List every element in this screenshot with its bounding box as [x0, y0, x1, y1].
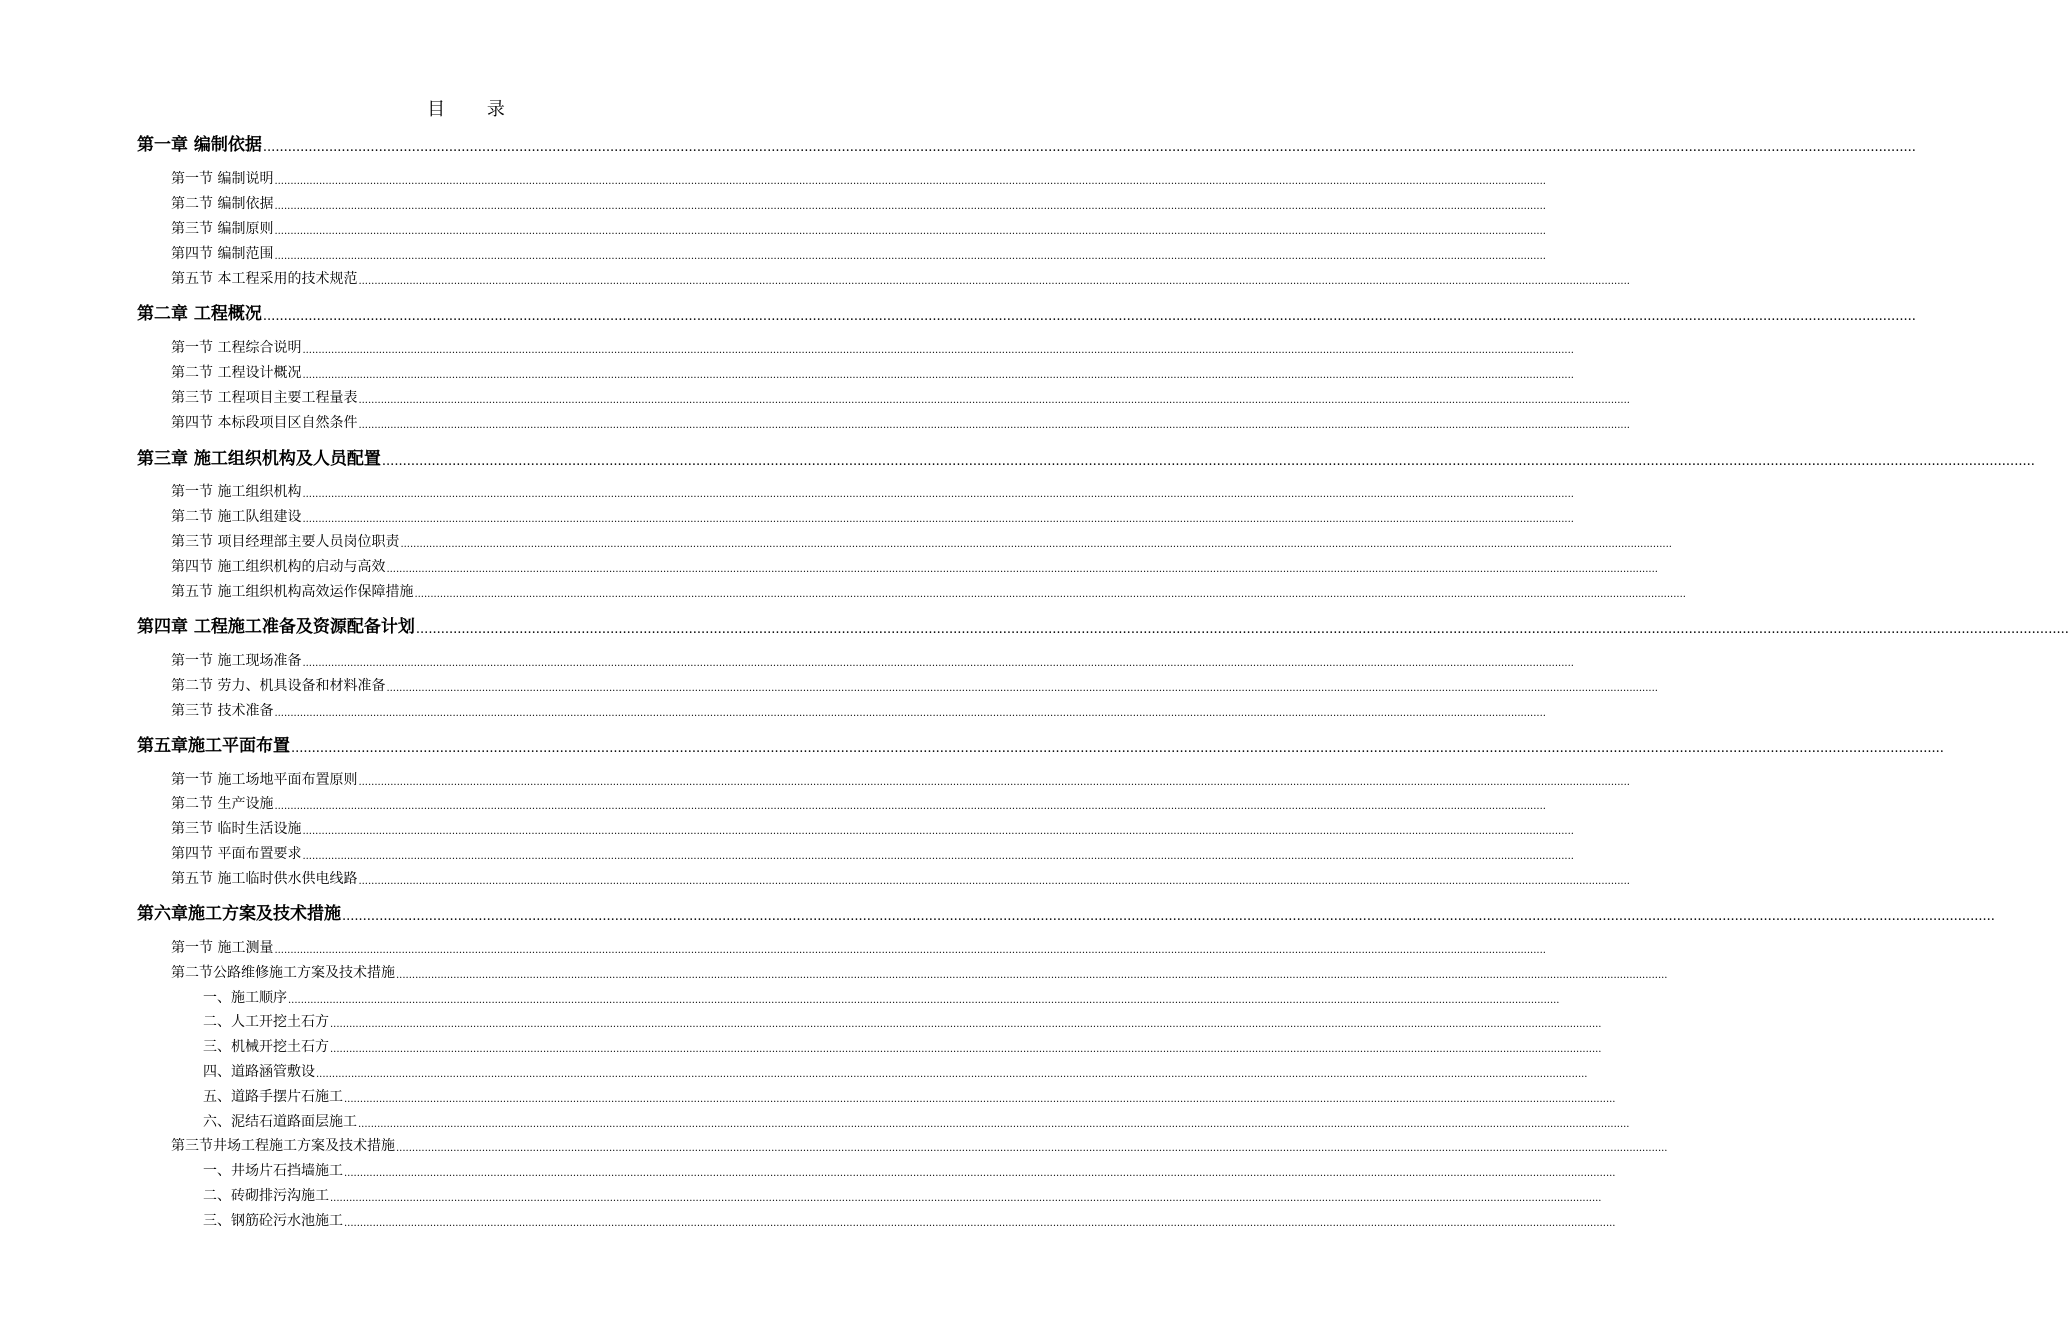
entry-label: 第二节 施工队组建设 — [171, 509, 302, 525]
dot-leader: ................................................................................................................................................................................................................................................................................................................................................................................................................ — [358, 777, 1630, 788]
entry-label: 第五节 施工组织机构高效运作保障措施 — [171, 584, 414, 600]
entry-label: 第一节 工程综合说明 — [171, 340, 302, 356]
entry-label: 二、人工开挖土石方 — [203, 1014, 329, 1030]
dot-leader: ................................................................................................................................................................................................................................................................................................................................................................................................................ — [358, 876, 1630, 887]
entry-label: 第三节 临时生活设施 — [171, 821, 302, 837]
dot-leader: ................................................................................................................................................................................................................................................................................................................................................................................................................ — [302, 370, 1574, 381]
dot-leader: ................................................................................................................................................................................................................................................................................................................................................................................................................ — [330, 1044, 1602, 1055]
dot-leader: ................................................................................................................................................................................................................................................................................................................................................................................................................ — [274, 251, 1546, 262]
toc-section-entry[interactable] — [171, 964, 1668, 982]
dot-leader: ................................................................................................................................................................................................................................................................................................................................................................................................................ — [288, 995, 1560, 1006]
toc-section-entry[interactable] — [171, 845, 1574, 863]
toc-item-entry[interactable] — [203, 1088, 1616, 1106]
dot-leader: ................................................................................................................................................................................................................................................................................................................................................................................................................ — [344, 1168, 1616, 1179]
toc-section-entry[interactable] — [171, 508, 1574, 526]
toc-section-entry[interactable] — [171, 270, 1630, 288]
toc-section-entry[interactable] — [171, 170, 1546, 188]
dot-leader: ................................................................................................................................................................................................................................................................................................................................................................................................................ — [316, 1069, 1588, 1080]
entry-label: 第三节 编制原则 — [171, 221, 274, 237]
entry-label: 一、施工顺序 — [203, 990, 287, 1006]
entry-label: 第二节 生产设施 — [171, 796, 274, 812]
entry-label: 第四章 工程施工准备及资源配备计划 — [137, 617, 415, 637]
dot-leader: ................................................................................................................................................................................................................................................................................................................................................................................................................ — [415, 622, 2069, 637]
toc-section-entry[interactable] — [171, 220, 1546, 238]
toc-section-entry[interactable] — [171, 1137, 1668, 1155]
toc-section-entry[interactable] — [171, 939, 1546, 957]
entry-label: 第六章施工方案及技术措施 — [137, 904, 341, 924]
dot-leader: ................................................................................................................................................................................................................................................................................................................................................................................................................ — [262, 309, 1916, 324]
dot-leader: ................................................................................................................................................................................................................................................................................................................................................................................................................ — [330, 1019, 1602, 1030]
dot-leader: ................................................................................................................................................................................................................................................................................................................................................................................................................ — [262, 140, 1916, 155]
toc-section-entry[interactable] — [171, 364, 1574, 382]
toc-title: 目 录 — [427, 99, 523, 120]
dot-leader: ................................................................................................................................................................................................................................................................................................................................................................................................................ — [302, 489, 1574, 500]
toc-section-entry[interactable] — [171, 583, 1686, 601]
toc-item-entry[interactable] — [203, 1212, 1616, 1230]
toc-section-entry[interactable] — [171, 195, 1546, 213]
toc-chapter-entry[interactable] — [137, 134, 1916, 156]
toc-section-entry[interactable] — [171, 389, 1630, 407]
dot-leader: ................................................................................................................................................................................................................................................................................................................................................................................................................ — [344, 1094, 1616, 1105]
toc-section-entry[interactable] — [171, 339, 1574, 357]
entry-label: 第四节 平面布置要求 — [171, 846, 302, 862]
dot-leader: ................................................................................................................................................................................................................................................................................................................................................................................................................ — [386, 683, 1658, 694]
entry-label: 第一章 编制依据 — [137, 135, 262, 155]
toc-section-entry[interactable] — [171, 677, 1658, 695]
dot-leader: ................................................................................................................................................................................................................................................................................................................................................................................................................ — [381, 454, 2035, 469]
toc-section-entry[interactable] — [171, 414, 1630, 432]
dot-leader: ................................................................................................................................................................................................................................................................................................................................................................................................................ — [358, 1119, 1630, 1130]
entry-label: 二、砖砌排污沟施工 — [203, 1188, 329, 1204]
dot-leader: ................................................................................................................................................................................................................................................................................................................................................................................................................ — [358, 395, 1630, 406]
toc-chapter-entry[interactable] — [137, 448, 2035, 470]
toc-item-entry[interactable] — [203, 1063, 1588, 1081]
entry-label: 三、钢筋砼污水池施工 — [203, 1213, 343, 1229]
toc-item-entry[interactable] — [203, 1013, 1602, 1031]
entry-label: 三、机械开挖土石方 — [203, 1039, 329, 1055]
entry-label: 第四节 施工组织机构的启动与高效 — [171, 559, 386, 575]
toc-item-entry[interactable] — [203, 1162, 1616, 1180]
dot-leader: ................................................................................................................................................................................................................................................................................................................................................................................................................ — [274, 801, 1546, 812]
toc-chapter-entry[interactable] — [137, 616, 2069, 638]
entry-label: 五、道路手摆片石施工 — [203, 1089, 343, 1105]
toc-chapter-entry[interactable] — [137, 735, 1944, 757]
entry-label: 第二节 劳力、机具设备和材料准备 — [171, 678, 386, 694]
dot-leader: ................................................................................................................................................................................................................................................................................................................................................................................................................ — [274, 945, 1546, 956]
entry-label: 第二节 编制依据 — [171, 196, 274, 212]
toc-section-entry[interactable] — [171, 483, 1574, 501]
entry-label: 第五章施工平面布置 — [137, 736, 290, 756]
dot-leader: ................................................................................................................................................................................................................................................................................................................................................................................................................ — [302, 345, 1574, 356]
dot-leader: ................................................................................................................................................................................................................................................................................................................................................................................................................ — [291, 741, 1944, 756]
dot-leader: ................................................................................................................................................................................................................................................................................................................................................................................................................ — [302, 658, 1574, 669]
dot-leader: ................................................................................................................................................................................................................................................................................................................................................................................................................ — [302, 851, 1574, 862]
dot-leader: ................................................................................................................................................................................................................................................................................................................................................................................................................ — [274, 226, 1546, 237]
dot-leader: ................................................................................................................................................................................................................................................................................................................................................................................................................ — [342, 909, 1995, 924]
toc-section-entry[interactable] — [171, 702, 1546, 720]
dot-leader: ................................................................................................................................................................................................................................................................................................................................................................................................................ — [302, 826, 1574, 837]
entry-label: 第三节井场工程施工方案及技术措施 — [171, 1138, 395, 1154]
toc-item-entry[interactable] — [203, 1187, 1602, 1205]
dot-leader: ................................................................................................................................................................................................................................................................................................................................................................................................................ — [330, 1193, 1602, 1204]
toc-item-entry[interactable] — [203, 1113, 1630, 1131]
entry-label: 第一节 施工测量 — [171, 940, 274, 956]
dot-leader: ................................................................................................................................................................................................................................................................................................................................................................................................................ — [274, 708, 1546, 719]
toc-chapter-entry[interactable] — [137, 303, 1916, 325]
dot-leader: ................................................................................................................................................................................................................................................................................................................................................................................................................ — [386, 564, 1658, 575]
dot-leader: ................................................................................................................................................................................................................................................................................................................................................................................................................ — [274, 176, 1546, 187]
toc-section-entry[interactable] — [171, 652, 1574, 670]
dot-leader: ................................................................................................................................................................................................................................................................................................................................................................................................................ — [358, 276, 1630, 287]
dot-leader: ................................................................................................................................................................................................................................................................................................................................................................................................................ — [400, 539, 1672, 550]
toc-item-entry[interactable] — [203, 989, 1560, 1007]
toc-section-entry[interactable] — [171, 533, 1672, 551]
dot-leader: ................................................................................................................................................................................................................................................................................................................................................................................................................ — [274, 201, 1546, 212]
entry-label: 一、井场片石挡墙施工 — [203, 1163, 343, 1179]
entry-label: 第四节 编制范围 — [171, 246, 274, 262]
dot-leader: ................................................................................................................................................................................................................................................................................................................................................................................................................ — [344, 1218, 1616, 1229]
toc-section-entry[interactable] — [171, 820, 1574, 838]
entry-label: 第三章 施工组织机构及人员配置 — [137, 449, 381, 469]
toc-section-entry[interactable] — [171, 771, 1630, 789]
toc-chapter-entry[interactable] — [137, 903, 1995, 925]
toc-item-entry[interactable] — [203, 1038, 1602, 1056]
toc-section-entry[interactable] — [171, 245, 1546, 263]
entry-label: 第三节 工程项目主要工程量表 — [171, 390, 358, 406]
toc-section-entry[interactable] — [171, 870, 1630, 888]
toc-section-entry[interactable] — [171, 558, 1658, 576]
entry-label: 第五节 施工临时供水供电线路 — [171, 871, 358, 887]
entry-label: 第三节 项目经理部主要人员岗位职责 — [171, 534, 400, 550]
entry-label: 第一节 施工场地平面布置原则 — [171, 772, 358, 788]
entry-label: 第二章 工程概况 — [137, 304, 262, 324]
entry-label: 六、泥结石道路面层施工 — [203, 1114, 357, 1130]
dot-leader: ................................................................................................................................................................................................................................................................................................................................................................................................................ — [358, 420, 1630, 431]
entry-label: 第二节 工程设计概况 — [171, 365, 302, 381]
entry-label: 第三节 技术准备 — [171, 703, 274, 719]
entry-label: 第一节 施工现场准备 — [171, 653, 302, 669]
entry-label: 第五节 本工程采用的技术规范 — [171, 271, 358, 287]
entry-label: 第一节 施工组织机构 — [171, 484, 302, 500]
entry-label: 第一节 编制说明 — [171, 171, 274, 187]
entry-label: 第二节公路维修施工方案及技术措施 — [171, 965, 395, 981]
dot-leader: ................................................................................................................................................................................................................................................................................................................................................................................................................ — [302, 514, 1574, 525]
toc-section-entry[interactable] — [171, 795, 1546, 813]
entry-label: 四、道路涵管敷设 — [203, 1064, 315, 1080]
entry-label: 第四节 本标段项目区自然条件 — [171, 415, 358, 431]
dot-leader: ................................................................................................................................................................................................................................................................................................................................................................................................................ — [396, 1143, 1668, 1154]
dot-leader: ................................................................................................................................................................................................................................................................................................................................................................................................................ — [396, 970, 1668, 981]
dot-leader: ................................................................................................................................................................................................................................................................................................................................................................................................................ — [414, 589, 1686, 600]
